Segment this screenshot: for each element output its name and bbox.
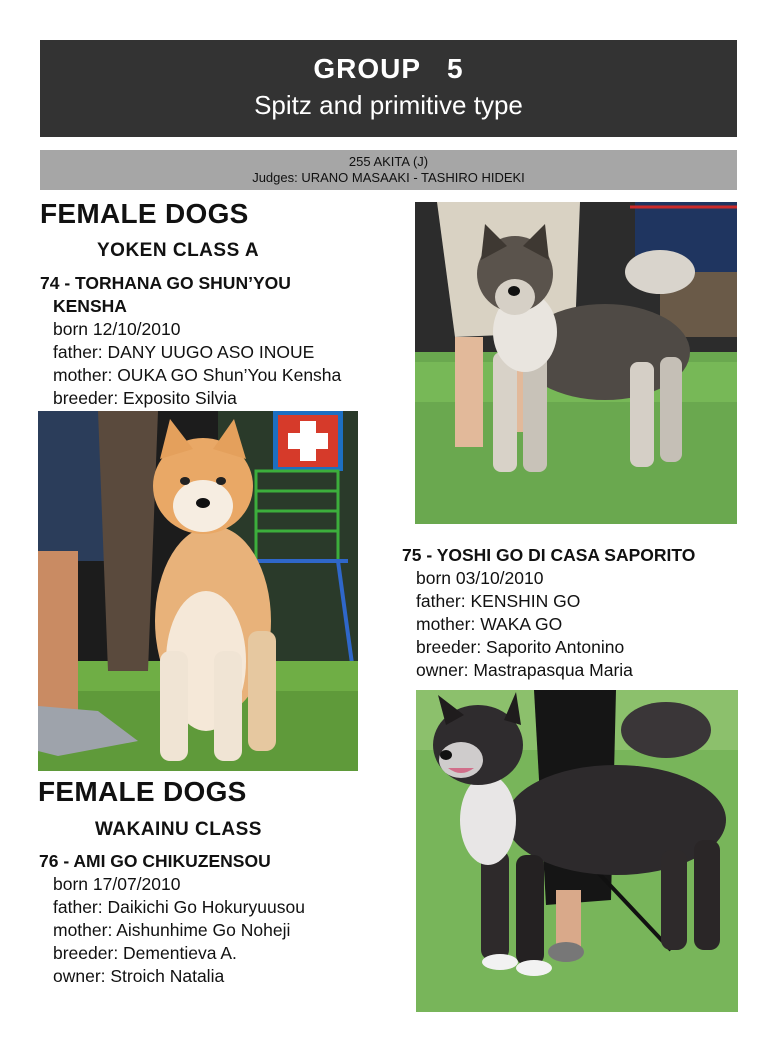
section1-class: YOKEN CLASS A: [97, 240, 260, 261]
breed-name: 255 AKITA (J): [348, 154, 429, 169]
section2-title: FEMALE DOGS: [38, 776, 247, 807]
group-header: [40, 40, 737, 137]
section2-class: WAKAINU CLASS: [95, 819, 262, 840]
entry-76-owner: owner: Stroich Natalia: [53, 966, 225, 986]
group-subtitle: Spitz and primitive type: [254, 90, 523, 120]
entry-76-breeder: breeder: Dementieva A.: [53, 943, 237, 963]
entry-74-father: father: DANY UUGO ASO INOUE: [53, 342, 315, 362]
entry-76-mother: mother: Aishunhime Go Noheji: [53, 920, 291, 940]
entry-75-details: [416, 567, 633, 682]
entry-74-breeder: breeder: Exposito Silvia: [53, 388, 237, 408]
entry-75-born: born 03/10/2010: [416, 568, 544, 588]
group-number: 5: [447, 53, 464, 84]
entry-76-title: 76 - AMI GO CHIKUZENSOU: [39, 851, 271, 871]
judges-line: Judges: URANO MASAAKI - TASHIRO HIDEKI: [252, 170, 525, 185]
entry-76-born: born 17/07/2010: [53, 874, 181, 894]
entry-75-title: 75 - YOSHI GO DI CASA SAPORITO: [402, 545, 696, 565]
breed-bar: [40, 150, 737, 190]
entry-76-details: [53, 873, 305, 988]
entry-74-title-line1: 74 - TORHANA GO SHUN’YOU: [40, 273, 291, 293]
entry-74-mother: mother: OUKA GO Shun’You Kensha: [53, 365, 342, 385]
group-title: [40, 53, 737, 85]
entry-75-father: father: KENSHIN GO: [416, 591, 581, 611]
entry-74-title-line2: KENSHA: [53, 296, 127, 316]
entry-74-born: born 12/10/2010: [53, 319, 181, 339]
photo-entry-74: [38, 411, 358, 771]
entry-76-father: father: Daikichi Go Hokuryuusou: [53, 897, 305, 917]
group-label: GROUP: [313, 53, 422, 84]
section1-title: FEMALE DOGS: [40, 198, 249, 229]
photo-entry-76: [416, 690, 738, 1012]
entry-75-owner: owner: Mastrapasqua Maria: [416, 660, 633, 680]
photo-entry-75: [415, 202, 737, 524]
entry-75-mother: mother: WAKA GO: [416, 614, 563, 634]
entry-74-details: [53, 318, 341, 410]
entry-75-breeder: breeder: Saporito Antonino: [416, 637, 625, 657]
